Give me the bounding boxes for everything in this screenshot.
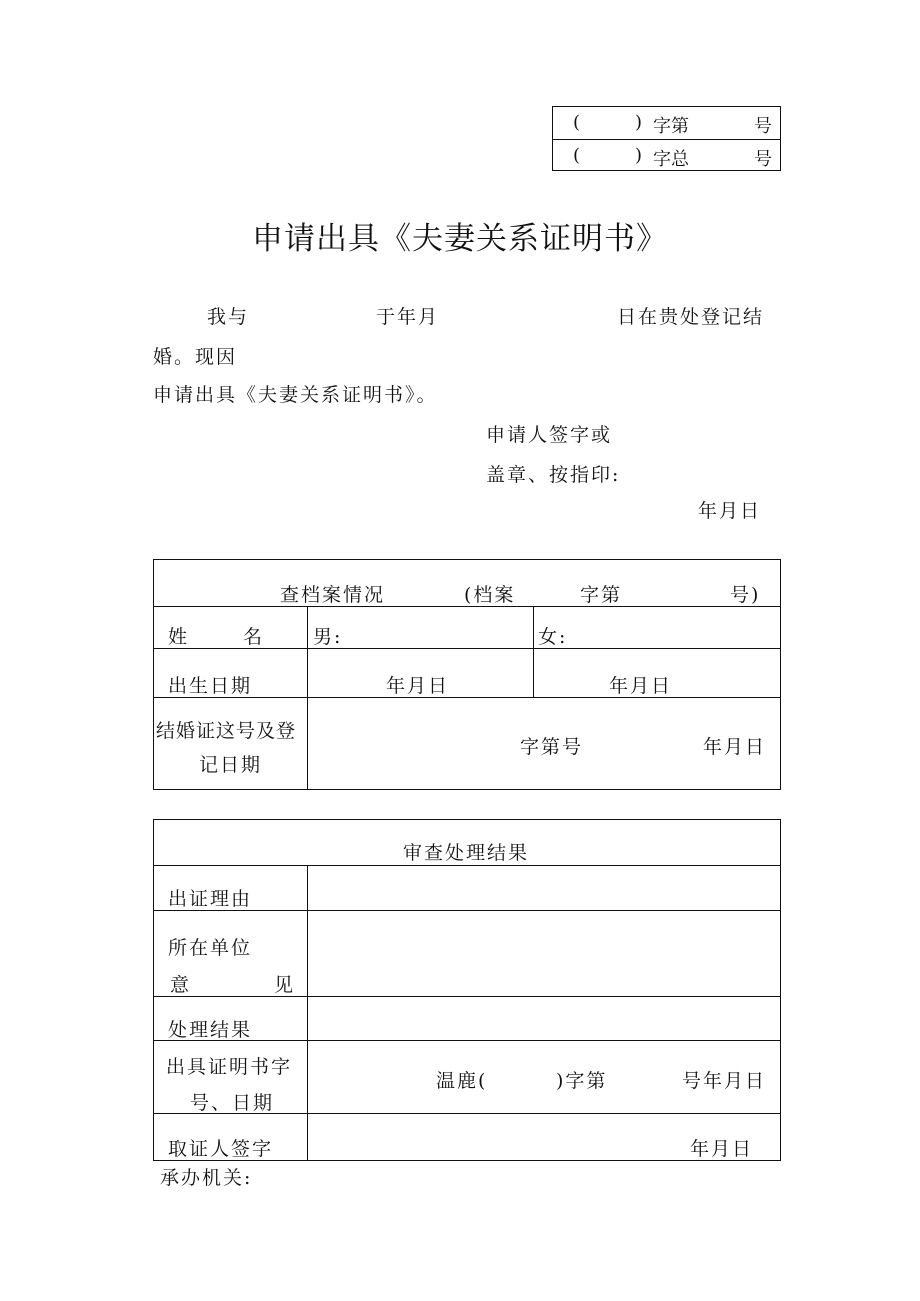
table-rule — [153, 996, 781, 997]
name-label: 姓 名 — [168, 626, 269, 648]
zi-di-label: 字第 — [653, 116, 689, 137]
archive-header-zidi: 字第 — [580, 584, 623, 606]
statement-part-3: 日在贵处登记结 — [617, 306, 765, 328]
pickup-date: 年月日 — [690, 1138, 754, 1160]
unit-label-opinion-b: 见 — [274, 974, 296, 996]
paren-close: ) — [635, 145, 643, 166]
archive-header-paren: (档案 — [464, 584, 516, 606]
handling-agency-label: 承办机关: — [160, 1167, 253, 1189]
archive-header-label: 查档案情况 — [280, 584, 386, 606]
pickup-sign-label: 取证人签字 — [168, 1138, 274, 1160]
reason-label: 出证理由 — [168, 888, 253, 910]
applicant-sign-label: 申请人签字或 — [486, 424, 613, 446]
paren-open: ( — [573, 112, 581, 133]
page-title: 申请出具《夫妻关系证明书》 — [252, 221, 668, 257]
review-header: 审查处理结果 — [403, 842, 530, 864]
table-rule — [533, 606, 534, 697]
number-row-2 — [553, 140, 780, 172]
table-rule — [307, 865, 308, 1161]
marriage-cert-label-1: 结婚证这号及登 — [156, 720, 297, 742]
statement-part-2: 于年月 — [376, 306, 440, 328]
male-birth-date: 年月日 — [386, 675, 450, 697]
unit-label-opinion-a: 意 — [170, 974, 192, 996]
table-rule — [307, 606, 308, 790]
male-name-label: 男: — [313, 626, 343, 648]
marriage-cert-label-2: 记日期 — [199, 754, 263, 776]
number-row-1 — [553, 107, 780, 140]
issue-value-zidi: )字第 — [556, 1070, 608, 1092]
table-rule — [153, 865, 781, 866]
marriage-cert-date: 年月日 — [703, 736, 767, 758]
result-label: 处理结果 — [168, 1019, 253, 1041]
paren-close: ) — [635, 112, 643, 133]
issue-label-1: 出具证明书字 — [166, 1056, 293, 1078]
applicant-seal-label: 盖章、按指印: — [486, 464, 621, 486]
female-birth-date: 年月日 — [609, 675, 673, 697]
hao-label: 号 — [754, 116, 772, 137]
issue-value-prefix: 温鹿( — [436, 1070, 488, 1092]
archive-header-hao: 号) — [730, 584, 761, 606]
applicant-date: 年月日 — [698, 500, 762, 522]
female-name-label: 女: — [538, 626, 568, 648]
statement-line-3: 申请出具《夫妻关系证明书》。 — [153, 384, 438, 406]
paren-open: ( — [573, 145, 581, 166]
statement-part-1: 我与 — [207, 306, 250, 328]
hao-label: 号 — [754, 149, 772, 170]
birth-date-label: 出生日期 — [168, 675, 253, 697]
statement-line-2: 婚。现因 — [153, 346, 238, 368]
issue-label-2: 号、日期 — [190, 1092, 275, 1114]
issue-value-date: 号年月日 — [682, 1070, 767, 1092]
unit-label-1: 所在单位 — [168, 937, 253, 959]
marriage-cert-number: 字第号 — [520, 736, 584, 758]
document-number-box — [552, 106, 781, 171]
zi-zong-label: 字总 — [653, 149, 689, 170]
